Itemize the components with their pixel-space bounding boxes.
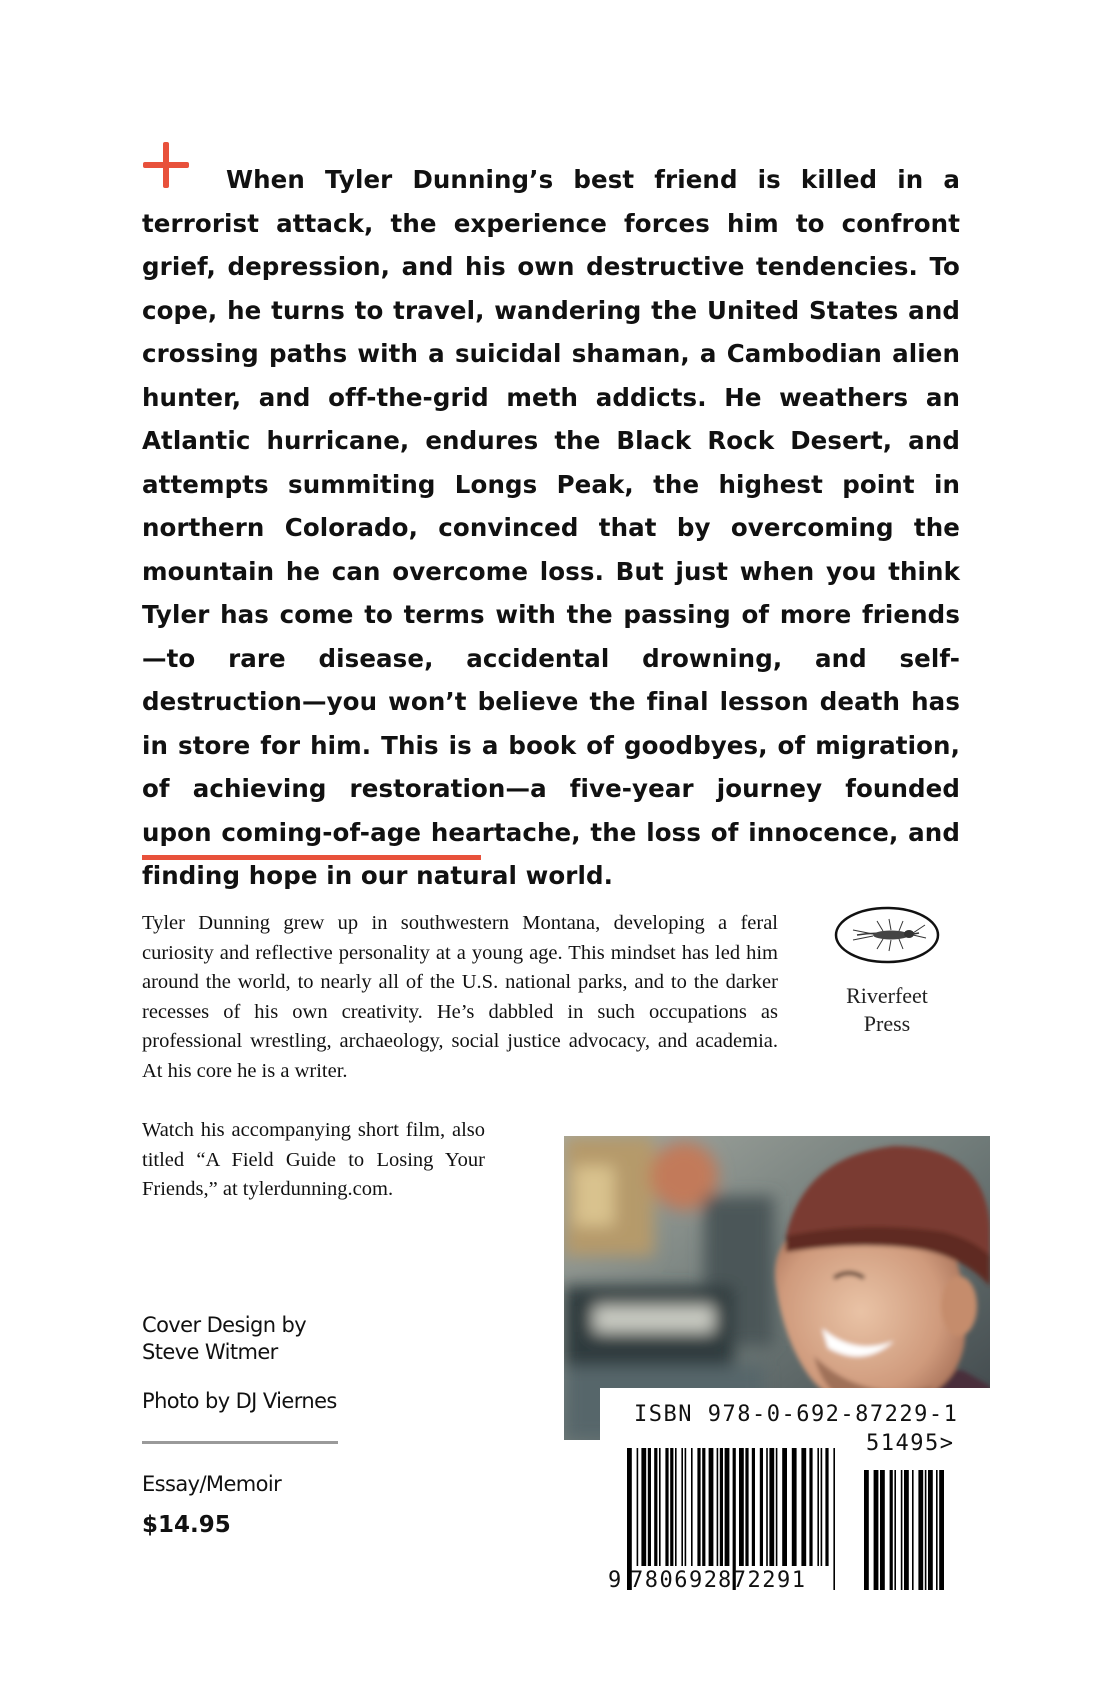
addon-barcode-bars bbox=[864, 1470, 944, 1590]
barcode-bar bbox=[833, 1448, 835, 1590]
barcode-bar bbox=[681, 1448, 683, 1566]
barcode-bar bbox=[720, 1448, 723, 1566]
barcode-bar bbox=[925, 1470, 927, 1590]
price-label: $14.95 bbox=[142, 1512, 231, 1538]
barcode-bar bbox=[665, 1448, 668, 1566]
barcode-bar bbox=[801, 1448, 806, 1566]
barcode-bar bbox=[697, 1448, 700, 1566]
barcode-digit-group2: 872291 bbox=[718, 1568, 807, 1593]
barcode-bar bbox=[691, 1448, 693, 1566]
barcode-bar bbox=[918, 1470, 923, 1590]
barcode-bar bbox=[809, 1448, 812, 1566]
barcode-bar bbox=[912, 1470, 914, 1590]
barcode-bar bbox=[874, 1470, 879, 1590]
barcode-bar bbox=[890, 1470, 893, 1590]
barcode-bar bbox=[725, 1448, 730, 1566]
isbn-label: ISBN 978-0-692-87229-1 bbox=[634, 1402, 959, 1427]
barcode-bar bbox=[939, 1470, 944, 1590]
publisher-name-line1: Riverfeet bbox=[846, 983, 928, 1008]
barcode-bar bbox=[685, 1448, 687, 1566]
film-note: Watch his accompanying short film, also titled “A Field Guide to Losing Your Friends,” at tylerdunning.com. bbox=[142, 1119, 485, 1200]
author-bio: Tyler Dunning grew up in southwestern Montana, developing a feral curiosity and reflective personality at a young age. This mindset has led him around the world, to nearly all of the U.S. national parks, and to the darker recesses of his own creativity. He’s dabbled in such occupations as professional wrestling, archaeology, social justice advocacy, and academia. At his core he is a writer. bbox=[142, 912, 778, 1082]
barcode-digits bbox=[608, 1568, 807, 1668]
barcode-bar bbox=[825, 1448, 828, 1566]
barcode-bar bbox=[776, 1448, 778, 1566]
barcode-bar bbox=[752, 1448, 755, 1566]
barcode-bar bbox=[659, 1448, 661, 1566]
cover-design-line1: Cover Design by bbox=[142, 1313, 307, 1337]
barcode-bar bbox=[745, 1448, 748, 1566]
barcode-bar bbox=[641, 1448, 646, 1566]
photo-credit: Photo by DJ Viernes bbox=[142, 1389, 337, 1413]
barcode-bar bbox=[654, 1448, 657, 1566]
barcode-addon-label: 51495> bbox=[866, 1431, 955, 1456]
barcode-bar bbox=[702, 1448, 705, 1566]
barcode-bar bbox=[901, 1470, 903, 1590]
barcode-bar bbox=[864, 1470, 869, 1590]
barcode-bar bbox=[894, 1470, 896, 1590]
barcode-bar bbox=[936, 1470, 938, 1590]
barcode-bar bbox=[782, 1448, 787, 1566]
publisher-name-line2: Press bbox=[863, 1011, 911, 1036]
barcode-bar bbox=[880, 1470, 885, 1590]
cover-design-line2: Steve Witmer bbox=[142, 1340, 278, 1364]
category-label: Essay/Memoir bbox=[142, 1472, 282, 1496]
barcode-bar bbox=[670, 1448, 673, 1566]
barcode-bar bbox=[675, 1448, 677, 1566]
barcode-bar bbox=[817, 1448, 819, 1566]
book-blurb-text: When Tyler Dunning’s best friend is killed in a terrorist attack, the experience forces him to confront grief, depression, and his own destructive tendencies. To cope, he turns to travel, wandering the United States and crossing paths with a suicidal shaman, a Cambodian alien hunter, and off-the-grid meth addicts. He weathers an Atlantic hurricane, endures the Black Rock Desert, and attempts summiting Longs Peak, the highest point in northern Colorado, convinced that by overcoming the mountain he can overcome loss. But just when you think Tyler has come to terms with the passing of more friends—to rare disease, accidental drowning, and self-destruction—you won’t believe the final lesson death has in store for him. This is a book of goodbyes, of migration, of achieving restoration—a five-year journey founded upon coming-of-age heartache, the loss of innocence, and finding hope in our natural world. bbox=[142, 165, 960, 890]
barcode-digit-first: 9 bbox=[608, 1568, 622, 1593]
barcode-bar bbox=[717, 1448, 719, 1566]
barcode-bar bbox=[637, 1448, 639, 1566]
barcode-bar bbox=[709, 1448, 714, 1566]
barcode-bar bbox=[648, 1448, 651, 1566]
barcode-bar bbox=[769, 1448, 774, 1566]
barcode-bar bbox=[766, 1448, 768, 1566]
barcode-digit-group1: 780692 bbox=[630, 1568, 719, 1593]
barcode-bar bbox=[928, 1470, 933, 1590]
barcode-bar bbox=[792, 1448, 797, 1566]
barcode-bar bbox=[760, 1448, 763, 1566]
barcode-bar bbox=[739, 1448, 744, 1566]
barcode-bar bbox=[821, 1448, 823, 1566]
barcode-bar bbox=[904, 1470, 909, 1590]
